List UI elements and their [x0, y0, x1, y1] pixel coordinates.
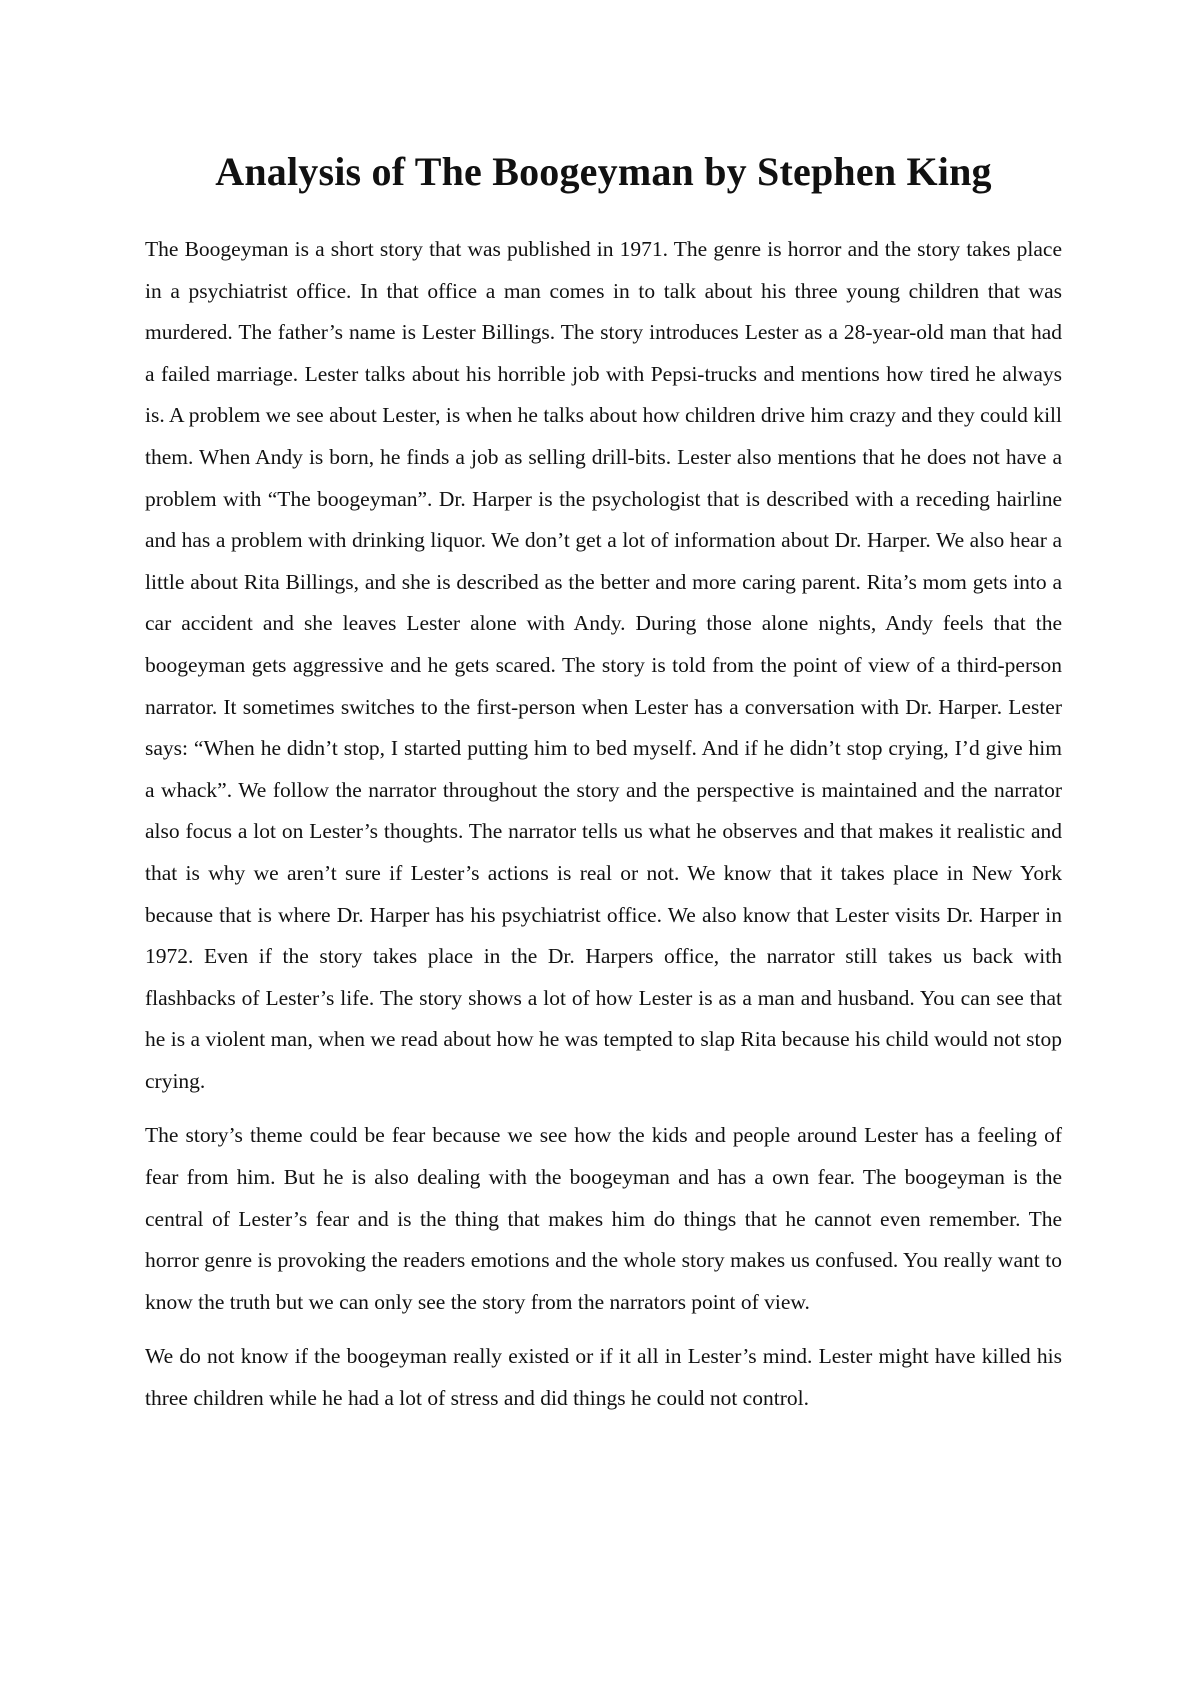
paragraph-2: The story’s theme could be fear because we see how the kids and people around Lester has a feeling of fear from him. But he is also dealing with the boogeyman and has a own fear. The boogeyman is the central of Lester’s fear and is the thing that makes him do things that he cannot even remember. The horror genre is provoking the readers emotions and the whole story makes us confused. You really want to know the truth but we can only see the story from the narrators point of view.: [145, 1123, 1062, 1314]
paragraph-1: The Boogeyman is a short story that was published in 1971. The genre is horror and the story takes place in a psychiatrist office. In that office a man comes in to talk about his three young children that was murdered. The father’s name is Lester Billings. The story introduces Lester as a 28-year-old man that had a failed marriage. Lester talks about his horrible job with Pepsi-trucks and mentions how tired he always is. A problem we see about Lester, is when he talks about how children drive him crazy and they could kill them. When Andy is born, he finds a job as selling drill-bits. Lester also mentions that he does not have a problem with “The boogeyman”. Dr. Harper is the psychologist that is described with a receding hairline and has a problem with drinking liquor. We don’t get a lot of information about Dr. Harper. We also hear a little about Rita Billings, and she is described as the better and more caring parent. Rita’s mom gets into a car accident and she leaves Lester alone with Andy. During those alone nights, Andy feels that the boogeyman gets aggressive and he gets scared. The story is told from the point of view of a third-person narrator. It sometimes switches to the first-person when Lester has a conversation with Dr. Harper. Lester says: “When he didn’t stop, I started putting him to bed myself. And if he didn’t stop crying, I’d give him a whack”. We follow the narrator throughout the story and the perspective is maintained and the narrator also focus a lot on Lester’s thoughts. The narrator tells us what he observes and that makes it realistic and that is why we aren’t sure if Lester’s actions is real or not. We know that it takes place in New York because that is where Dr. Harper has his psychiatrist office. We also know that Lester visits Dr. Harper in 1972. Even if the story takes place in the Dr. Harpers office, the narrator still takes us back with flashbacks of Lester’s life. The story shows a lot of how Lester is as a man and husband. You can see that he is a violent man, when we read about how he was tempted to slap Rita because his child would not stop crying.: [145, 237, 1062, 1093]
paragraph-3: We do not know if the boogeyman really existed or if it all in Lester’s mind. Lester might have killed his three children while he had a lot of stress and did things he could not control.: [145, 1344, 1062, 1411]
document-title: Analysis of The Boogeyman by Stephen King: [215, 149, 992, 194]
